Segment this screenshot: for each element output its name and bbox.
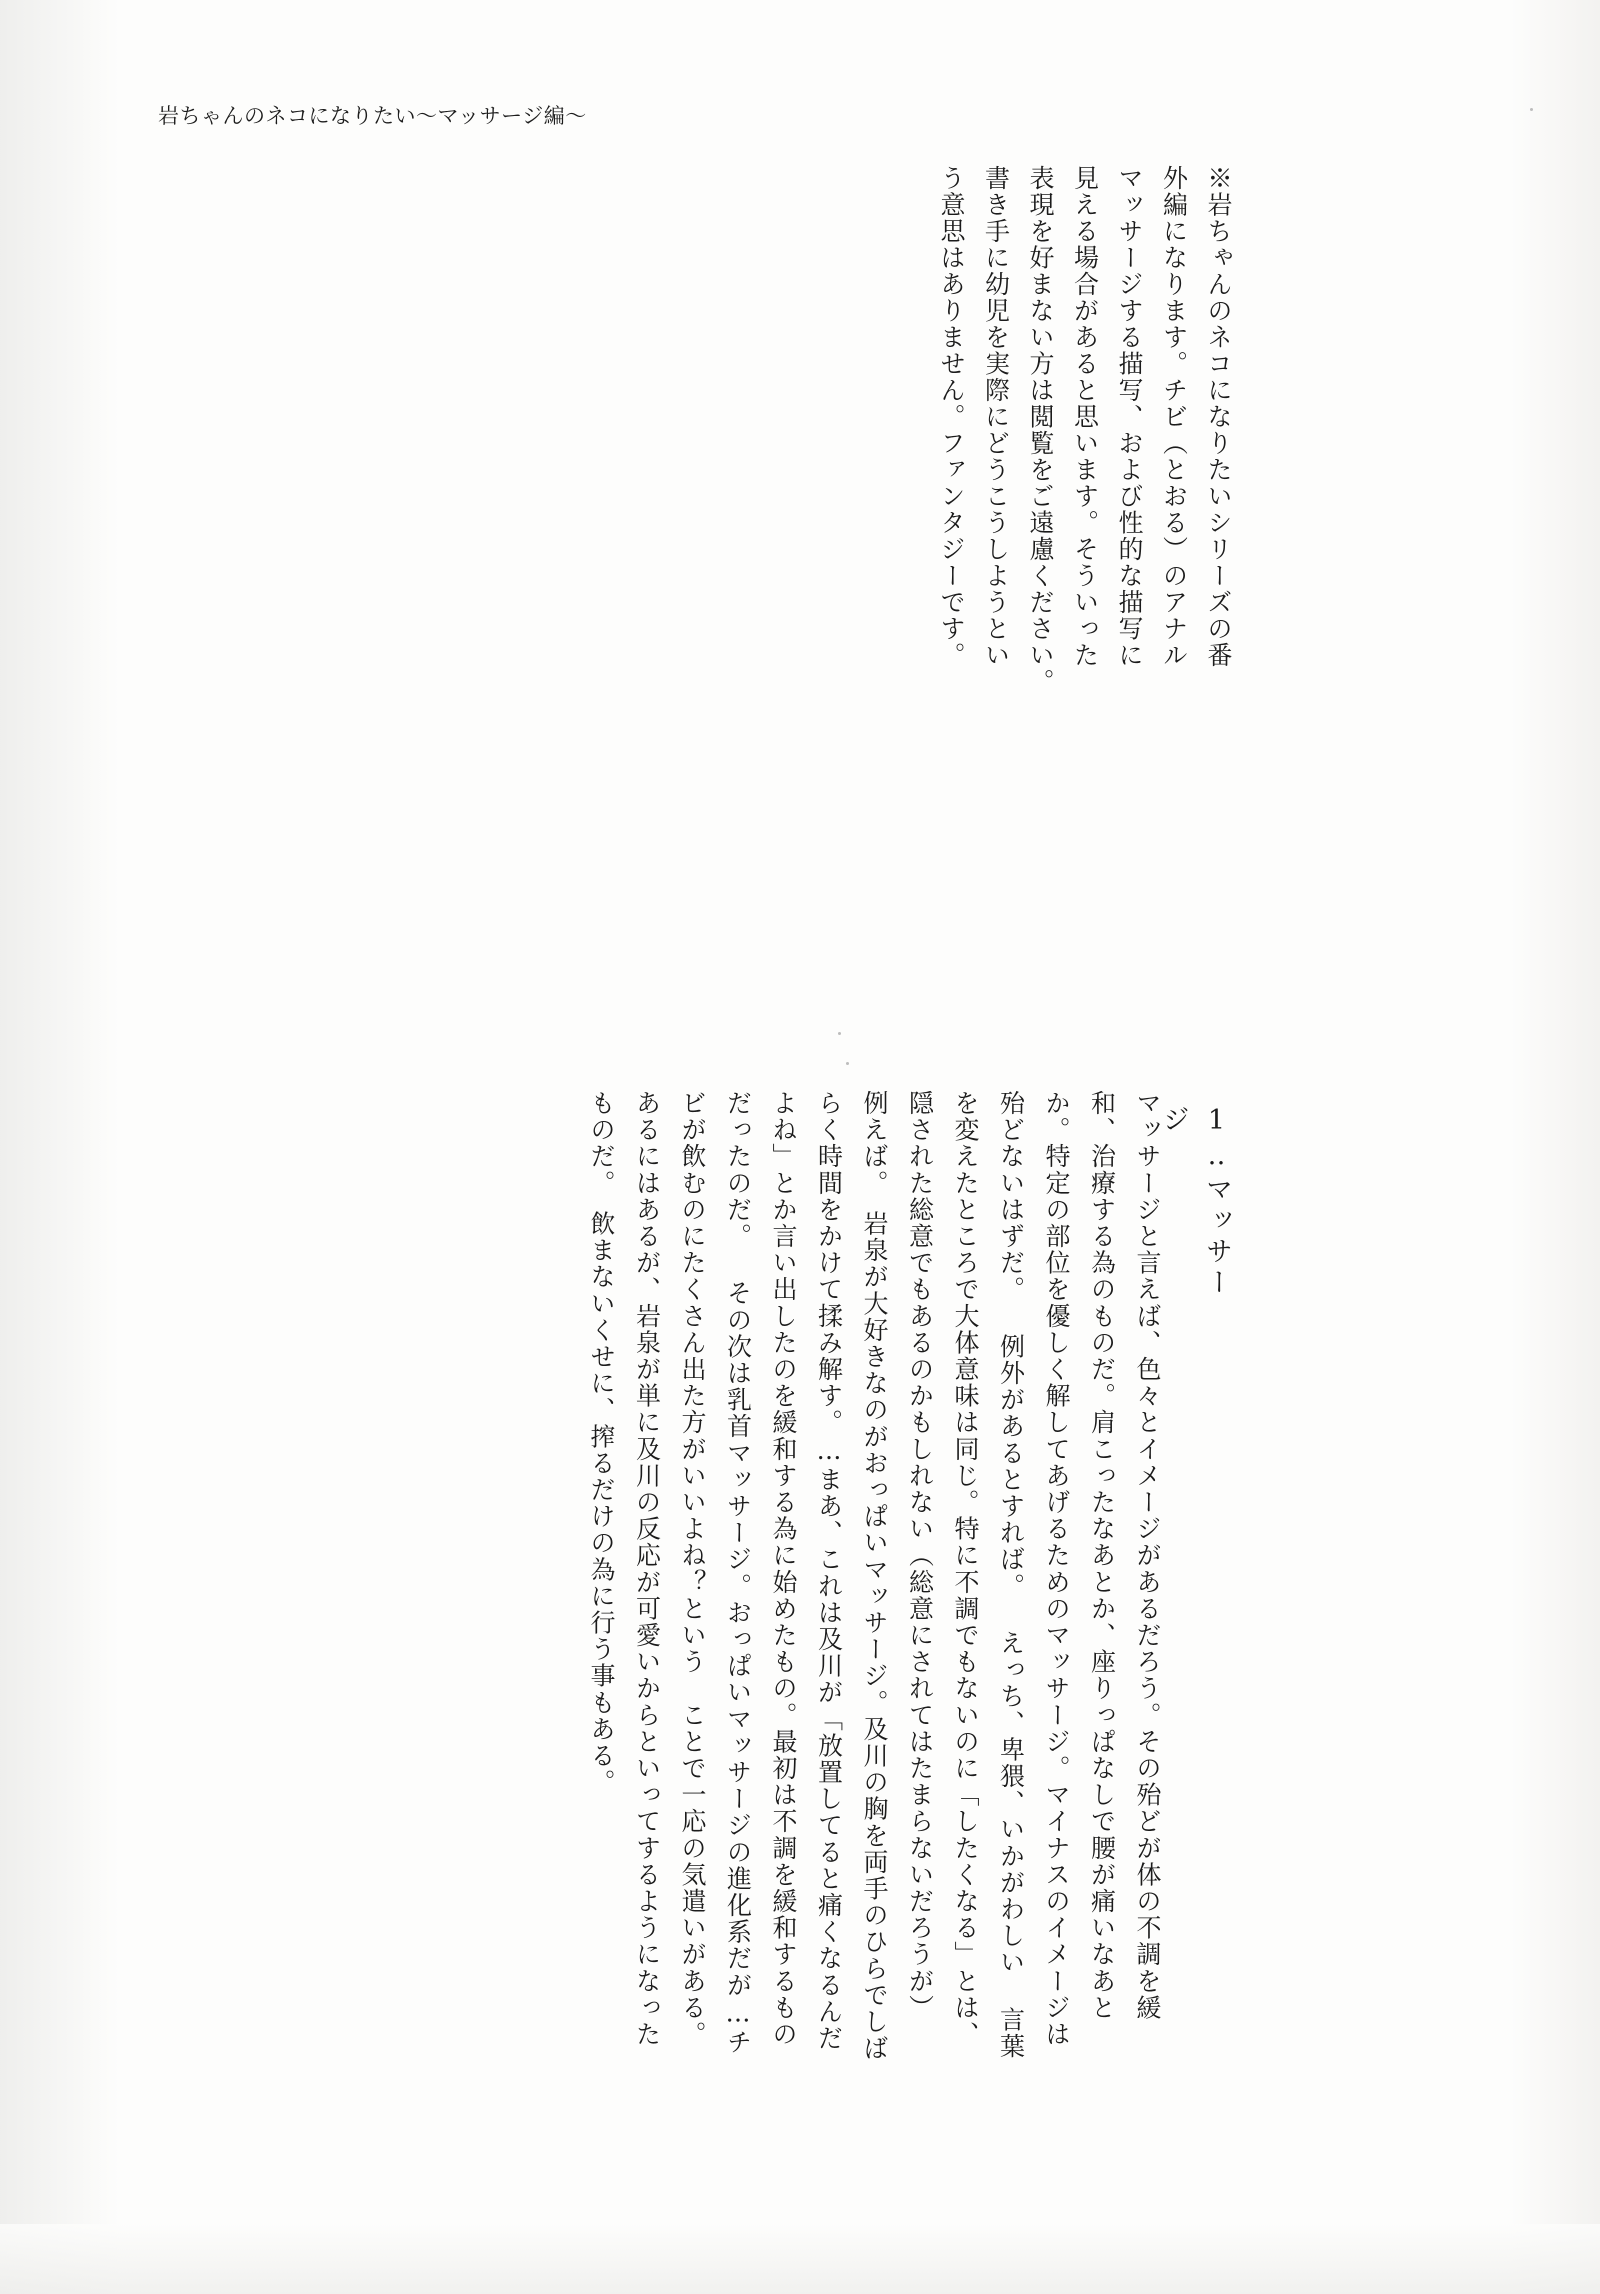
page-edge-shading-left (0, 0, 120, 2294)
scan-speck (846, 1062, 849, 1065)
body-text-block: マッサージと言えば、色々とイメージがあるだろう。その殆どが体の不調を緩和、治療する為のものだ。肩こったなあとか、座りっぱなしで腰が痛いなあとか。特定の部位を優しく解してあげるためのマッサージ。マイナスのイメージは殆どないはずだ。 例外があるとすれば。 えっち、卑猥、いかがわしい 言葉を変えたところで大体意味は同じ。特に不調でもないのに「したくなる」とは、隠された総意でもあるのかもしれない（総意にされてはたまらないだろうが） 例えば。 岩泉が大好きなのがおっぱいマッサージ。及川の胸を両手のひらでしばらく時間をかけて揉み解す。…まあ、これは及川が「放置してると痛くなるんだよね」とか言い出したのを緩和する為に始めたもの。最初は不調を緩和するものだったのだ。 その次は乳首マッサージ。おっぱいマッサージの進化系だが…チビが飲むのにたくさん出た方がいいよね？という ことで一応の気遣いがある。あるにはあるが、岩泉が単に及川の反応が可愛いからといってするようになったものだ。 飲まないくせに、搾るだけの為に行う事もある。 (587, 1090, 1162, 2062)
page-edge-shading-right (1510, 0, 1600, 2294)
scan-speck (1530, 108, 1533, 111)
chapter-heading: 1‥マッサージ (1157, 1105, 1232, 1299)
content-notice-block: ※岩ちゃんのネコになりたいシリーズの番外編になります。チビ（とおる）のアナルマッサージする描写、および性的な描写に見える場合があると思います。そういった表現を好まない方は閲覧をご遠慮ください。 書き手に幼児を実際にどうこうしようという意思はありません。ファンタジーです。 (937, 165, 1233, 709)
page-edge-shading-bottom (0, 2224, 1600, 2294)
scan-speck (838, 1032, 841, 1035)
running-header-title: 岩ちゃんのネコになりたい〜マッサージ編〜 (158, 104, 587, 128)
